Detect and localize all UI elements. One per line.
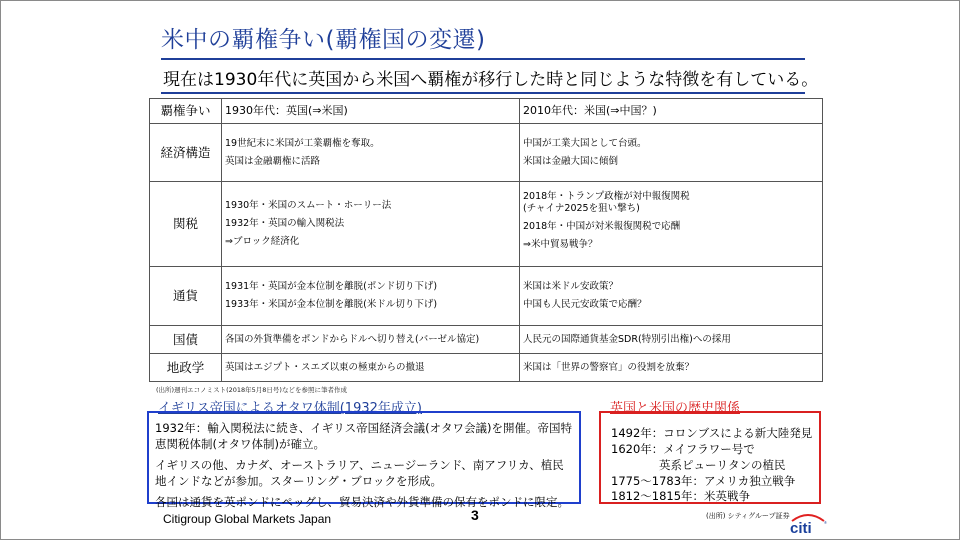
table-row [150, 182, 823, 267]
cell-line: ⇒ブロック経済化 [225, 235, 300, 247]
table-header-label: 覇権争い [150, 99, 222, 124]
cell-line: 各国の外貨準備をポンドからドルへ切り替え(バーゼル協定) [225, 333, 480, 345]
uk-us-history-title: 英国と米国の歴史関係 [610, 401, 741, 416]
subtitle: 現在は1930年代に英国から米国へ覇権が移行した時と同じような特徴を有している。 [163, 70, 819, 90]
footer-source: (出所) シティグループ証券 [706, 512, 790, 520]
history-line: 英系ピューリタンの植民 [659, 457, 786, 472]
row-label: 経済構造 [150, 124, 222, 182]
cell-2010s [520, 354, 823, 382]
cell-1930s [222, 354, 520, 382]
history-line: 1492年：コロンブスによる新大陸発見 [611, 426, 813, 440]
cell-line: 英国はエジプト・スエズ以東の極東からの撤退 [225, 361, 425, 373]
history-line: 1775～1783年：アメリカ独立戦争 [611, 473, 796, 488]
table-row [150, 124, 823, 182]
citi-logo [787, 509, 829, 535]
subtitle-divider [161, 92, 805, 94]
cell-2010s [520, 326, 823, 354]
cell-line: 19世紀末に米国が工業覇権を奪取。 [225, 137, 380, 149]
cell-line: 1933年・米国が金本位制を離脱(米ドル切り下げ) [225, 299, 438, 310]
page-number: 3 [471, 507, 479, 523]
cell-line: 人民元の国際通貨基金SDR(特別引出権)への採用 [523, 333, 731, 345]
table-row [150, 267, 823, 326]
table-row [150, 354, 823, 382]
row-label: 関税 [150, 182, 222, 267]
cell-line: 米国は米ドル安政策？ [523, 281, 619, 293]
box-paragraph: 各国は通貨を英ポンドにペッグし、貿易決済や外貨準備の保有をポンドに限定。 [155, 495, 569, 510]
history-line: 1620年：メイフラワー号で [611, 441, 755, 456]
history-line: 1812～1815年：米英戦争 [611, 489, 751, 504]
cell-line: 米国は金融大国に傾倒 [523, 155, 619, 167]
cell-2010s [520, 124, 823, 182]
table-header-2010s: 2010年代：米国(⇒中国？) [520, 99, 823, 124]
cell-line: ⇒米中貿易戦争？ [523, 238, 598, 250]
cell-line: 1930年・米国のスムート・ホーリー法 [225, 200, 392, 212]
cell-2010s [520, 182, 823, 267]
cell-1930s [222, 267, 520, 326]
comparison-table [149, 98, 823, 382]
table-header-row [150, 99, 823, 124]
cell-line: 1931年・英国が金本位制を離脱(ポンド切り下げ) [225, 281, 438, 293]
cell-line: 英国は金融覇権に活路 [225, 155, 321, 167]
citi-logo-text: citi [790, 520, 812, 535]
cell-line: (チャイナ2025を狙い撃ち) [523, 203, 640, 215]
cell-line: 米国は「世界の警察官」の役割を放棄？ [523, 361, 695, 373]
row-label: 通貨 [150, 267, 222, 326]
source-note: (出所)週刊エコノミスト(2018年5月8日号)などを参照に筆者作成 [156, 386, 347, 394]
cell-1930s [222, 182, 520, 267]
row-label: 国債 [150, 326, 222, 354]
registered-mark: ® [824, 520, 827, 525]
ottawa-system-box [147, 411, 581, 510]
cell-line: 2018年・中国が対米報復関税で応酬 [523, 221, 681, 232]
ottawa-system-title: イギリス帝国によるオタワ体制(1932年成立) [158, 401, 422, 416]
cell-line: 中国も人民元安政策で応酬？ [523, 299, 647, 310]
company-name: Citigroup Global Markets Japan [163, 512, 332, 526]
table-header-1930s: 1930年代：英国(⇒米国) [222, 99, 520, 124]
cell-line: 1932年・英国の輸入関税法 [225, 218, 345, 230]
title-divider [161, 58, 805, 60]
cell-1930s [222, 124, 520, 182]
table-row [150, 326, 823, 354]
cell-line: 2018年・トランプ政権が対中報復関税 [523, 191, 690, 203]
cell-1930s [222, 326, 520, 354]
box-paragraph: 1932年：輸入関税法に続き、イギリス帝国経済会議(オタワ会議)を開催。帝国特恵関税体制(オタワ体制)が確立。 [155, 421, 573, 452]
cell-line: 中国が工業大国として台頭。 [523, 137, 647, 149]
box-paragraph: イギリスの他、カナダ、オーストラリア、ニュージーランド、南アフリカ、植民地インドなどが参加。スターリング・ブロックを形成。 [155, 458, 564, 489]
uk-us-history-box [599, 411, 821, 504]
row-label: 地政学 [150, 354, 222, 382]
page-title: 米中の覇権争い(覇権国の変遷) [161, 27, 486, 53]
cell-2010s [520, 267, 823, 326]
